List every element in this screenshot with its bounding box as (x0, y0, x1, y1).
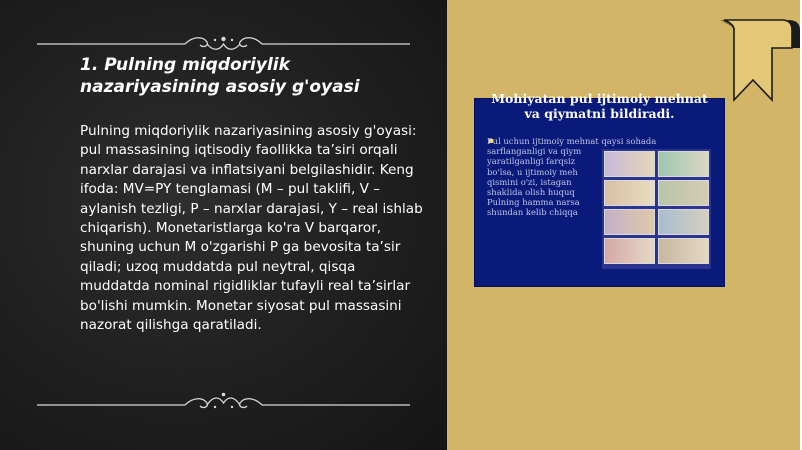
embedded-slide-title: Mohiyatan pul ijtimoiy mehnat va qiymatni bildiradi. (491, 91, 708, 121)
bookmark-ribbon-icon (718, 18, 802, 104)
slide-title: 1. Pulning miqdoriylik nazariyasining asosiy g'oyasi (80, 55, 360, 97)
embedded-slide-text: Pul uchun ijtimoiy mehnat qaysi sohada sarflanganligi va qiym yaratilganligi farqsiz bo'lsa, u ijtimoiy meh qismini o'zi, istagan shaklida olish huquq Pulning hamma narsa shundan kelib chiqqa (487, 136, 657, 218)
banknote (658, 180, 709, 206)
banknote (604, 209, 655, 235)
embedded-slide-image (475, 91, 724, 286)
banknote (604, 238, 655, 264)
banknote (658, 209, 709, 235)
ornament-divider-bottom (35, 392, 412, 410)
banknote (604, 151, 655, 177)
ornament-divider-top (35, 35, 412, 53)
slide-body-text: Pulning miqdoriylik nazariyasining asosiy g'oyasi: pul massasining iqtisodiy faollikka ta’siri orqali narxlar darajasi va inflatsiyani belgilashidir. Keng ifoda: MV=PY tenglamasi (M – pul taklifi, V – aylanish tezligi, P – narxlar darajasi, Y – real ishlab chiqarish). Monetaristlarga ko'ra V barqaror, shuning uchun M o'zgarishi P ga bevosita ta’sir qiladi; uzoq muddatda pul neytral, qisqa muddatda nominal rigidliklar tufayli real ta’sirlar bo'lishi mumkin. Monetar siyosat pul massasini nazorat qilishga qaratiladi. (80, 123, 423, 334)
banknote (604, 180, 655, 206)
banknote (658, 151, 709, 177)
banknote (658, 238, 709, 264)
banknotes-image (602, 149, 711, 269)
